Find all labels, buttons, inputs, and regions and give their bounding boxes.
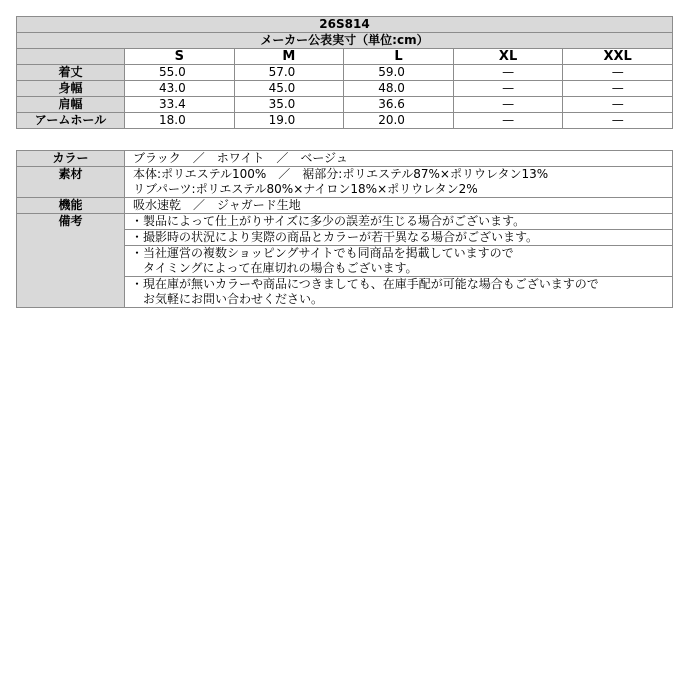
table-row [17, 65, 673, 81]
product-info-table [16, 150, 673, 308]
measurement-title-row [17, 33, 673, 49]
material-label: 素材 [17, 167, 125, 198]
cell-value: — [563, 81, 673, 97]
material-line: リブパーツ:ポリエステル80%×ナイロン18%×ポリウレタン2% [133, 182, 478, 196]
material-value [125, 167, 673, 198]
size-header-s: S [125, 49, 235, 65]
note-line: ・現在庫が無いカラーや商品につきましても、在庫手配が可能な場合もございますので [131, 277, 599, 291]
function-row [17, 198, 673, 214]
row-label: アームホール [17, 113, 125, 129]
cell-value: — [453, 81, 563, 97]
cell-value: — [453, 65, 563, 81]
material-line: 本体:ポリエステル100% ／ 裾部分:ポリエステル87%×ポリウレタン13% [133, 167, 549, 181]
note-line: タイミングによって在庫切れの場合もございます。 [131, 261, 418, 275]
cell-value: — [453, 113, 563, 129]
table-row [17, 113, 673, 129]
table-row [17, 97, 673, 113]
cell-value: — [453, 97, 563, 113]
cell-value: 35.0 [234, 97, 344, 113]
note-line: お気軽にお問い合わせください。 [131, 292, 324, 306]
notes-label: 備考 [17, 214, 125, 308]
cell-value: — [563, 113, 673, 129]
cell-value: 18.0 [125, 113, 235, 129]
cell-value: 45.0 [234, 81, 344, 97]
row-label: 肩幅 [17, 97, 125, 113]
cell-value: 20.0 [344, 113, 454, 129]
cell-value: 36.6 [344, 97, 454, 113]
note-item [125, 230, 673, 246]
size-header-m: M [234, 49, 344, 65]
note-line: ・製品によって仕上がりサイズに多少の誤差が生じる場合がございます。 [131, 214, 526, 228]
note-line: ・撮影時の状況により実際の商品とカラーが若干異なる場合がございます。 [131, 230, 539, 244]
note-item [125, 246, 673, 277]
row-label: 身幅 [17, 81, 125, 97]
color-row [17, 151, 673, 167]
cell-value: 43.0 [125, 81, 235, 97]
row-label: 着丈 [17, 65, 125, 81]
product-code: 26S814 [17, 17, 673, 33]
cell-value: 19.0 [234, 113, 344, 129]
color-value: ブラック ／ ホワイト ／ ベージュ [125, 151, 673, 167]
cell-value: — [563, 97, 673, 113]
size-chart-table [16, 16, 673, 129]
note-line: ・当社運営の複数ショッピングサイトでも同商品を掲載していますので [131, 246, 514, 260]
size-header-row [17, 49, 673, 65]
size-header-xl: XL [453, 49, 563, 65]
size-header-l: L [344, 49, 454, 65]
table-row [17, 81, 673, 97]
color-label: カラー [17, 151, 125, 167]
cell-value: 33.4 [125, 97, 235, 113]
measurement-title: メーカー公表実寸（単位:cm） [17, 33, 673, 49]
cell-value: — [563, 65, 673, 81]
note-item [125, 277, 673, 308]
material-row [17, 167, 673, 198]
product-code-row [17, 17, 673, 33]
corner-cell [17, 49, 125, 65]
cell-value: 57.0 [234, 65, 344, 81]
cell-value: 55.0 [125, 65, 235, 81]
cell-value: 48.0 [344, 81, 454, 97]
size-header-xxl: XXL [563, 49, 673, 65]
note-item [125, 214, 673, 230]
function-value: 吸水速乾 ／ ジャガード生地 [125, 198, 673, 214]
function-label: 機能 [17, 198, 125, 214]
cell-value: 59.0 [344, 65, 454, 81]
notes-row [17, 214, 673, 230]
